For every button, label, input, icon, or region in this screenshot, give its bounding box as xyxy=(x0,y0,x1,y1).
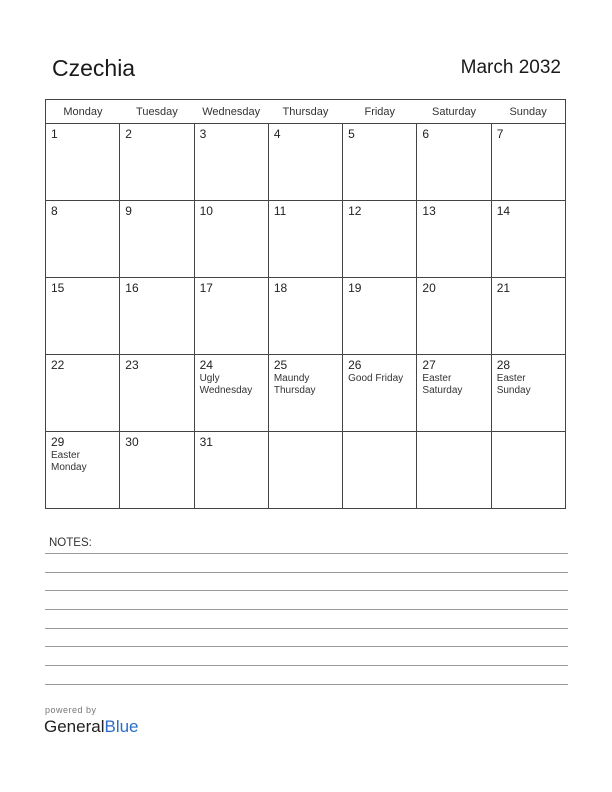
day-number: 3 xyxy=(199,127,207,141)
day-cell xyxy=(491,201,565,278)
day-cell xyxy=(194,201,268,278)
day-number: 21 xyxy=(496,281,511,295)
note-line xyxy=(45,572,568,573)
holiday-label: Maundy Thursday xyxy=(273,373,316,396)
day-cell xyxy=(120,124,194,201)
day-cell xyxy=(46,355,120,432)
weekday-header: Saturday xyxy=(417,100,491,124)
day-cell xyxy=(268,432,342,509)
note-line xyxy=(45,646,568,647)
day-number: 7 xyxy=(496,127,504,141)
notes-label: NOTES: xyxy=(49,537,92,549)
day-cell xyxy=(343,201,417,278)
day-number: 11 xyxy=(273,204,287,218)
week-row xyxy=(46,355,566,432)
day-number: 22 xyxy=(51,358,65,372)
weekday-header: Thursday xyxy=(268,100,342,124)
note-line xyxy=(45,590,568,591)
day-cell xyxy=(491,432,565,509)
day-cell xyxy=(491,278,565,355)
day-cell xyxy=(491,355,565,432)
day-number: 8 xyxy=(51,204,58,218)
day-cell xyxy=(491,124,565,201)
day-number: 24 xyxy=(199,358,213,372)
holiday-label: Good Friday xyxy=(348,373,404,384)
note-line xyxy=(45,609,568,610)
day-number: 1 xyxy=(51,127,58,141)
day-number: 30 xyxy=(125,435,139,449)
day-cell xyxy=(120,355,194,432)
holiday-label: Easter Sunday xyxy=(496,373,531,396)
day-cell xyxy=(46,278,120,355)
country-title: Czechia xyxy=(52,55,136,81)
day-number: 29 xyxy=(51,435,65,449)
weekday-header: Sunday xyxy=(491,100,565,124)
note-line xyxy=(45,665,568,666)
day-cell xyxy=(343,278,417,355)
month-title: March 2032 xyxy=(460,57,561,78)
week-row xyxy=(46,201,566,278)
day-cell xyxy=(343,124,417,201)
day-cell xyxy=(46,432,120,509)
day-cell xyxy=(268,201,342,278)
day-number: 31 xyxy=(199,435,213,449)
day-number: 19 xyxy=(348,281,362,295)
day-cell xyxy=(120,432,194,509)
day-number: 16 xyxy=(125,281,139,295)
day-number: 13 xyxy=(422,204,436,218)
day-number: 25 xyxy=(273,358,288,372)
note-line xyxy=(45,553,568,554)
holiday-label: Easter Monday xyxy=(51,450,87,473)
powered-by-text: powered by xyxy=(45,705,97,715)
day-number: 26 xyxy=(348,358,362,372)
day-cell xyxy=(268,124,342,201)
day-number: 28 xyxy=(496,358,511,372)
week-row xyxy=(46,278,566,355)
day-cell xyxy=(268,278,342,355)
weekday-header-row xyxy=(46,100,566,124)
day-cell xyxy=(417,355,491,432)
weekday-header: Tuesday xyxy=(120,100,194,124)
weekday-header: Wednesday xyxy=(194,100,268,124)
note-line xyxy=(45,628,568,629)
day-number: 14 xyxy=(496,204,511,218)
day-number: 9 xyxy=(125,204,132,218)
day-cell xyxy=(417,201,491,278)
day-cell xyxy=(194,124,268,201)
week-row xyxy=(46,124,566,201)
day-number: 2 xyxy=(125,127,132,141)
day-cell xyxy=(194,278,268,355)
holiday-label: Easter Saturday xyxy=(422,373,463,396)
day-cell xyxy=(194,432,268,509)
day-number: 17 xyxy=(199,281,213,295)
day-number: 4 xyxy=(273,127,281,141)
day-cell xyxy=(46,124,120,201)
day-cell xyxy=(417,124,491,201)
day-number: 6 xyxy=(422,127,430,141)
calendar-grid xyxy=(45,99,566,509)
day-cell xyxy=(120,278,194,355)
day-number: 18 xyxy=(273,281,288,295)
day-cell xyxy=(194,355,268,432)
note-line xyxy=(45,684,568,685)
brand-logo xyxy=(44,717,139,737)
day-cell xyxy=(417,432,491,509)
brand-blue: Blue xyxy=(104,717,139,736)
day-cell xyxy=(343,355,417,432)
day-number: 15 xyxy=(51,281,65,295)
day-cell xyxy=(343,432,417,509)
day-number: 5 xyxy=(348,127,355,141)
weekday-header: Monday xyxy=(46,100,120,124)
holiday-label: Ugly Wednesday xyxy=(199,373,253,396)
day-cell xyxy=(268,355,342,432)
day-number: 12 xyxy=(348,204,362,218)
day-cell xyxy=(46,201,120,278)
brand-general: General xyxy=(44,717,105,736)
weekday-header: Friday xyxy=(343,100,417,124)
day-number: 10 xyxy=(199,204,213,218)
day-number: 27 xyxy=(422,358,436,372)
week-row xyxy=(46,432,566,509)
day-cell xyxy=(417,278,491,355)
day-number: 23 xyxy=(125,358,139,372)
day-cell xyxy=(120,201,194,278)
day-number: 20 xyxy=(422,281,436,295)
